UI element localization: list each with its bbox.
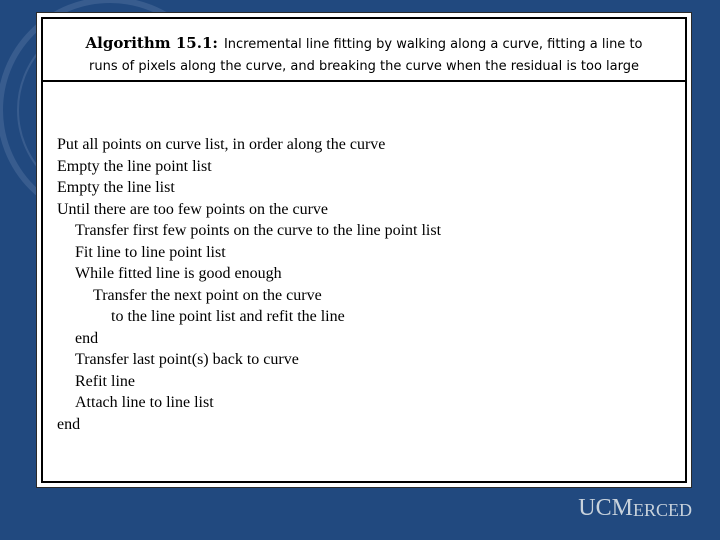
algorithm-step: While fitted line is good enough [75, 265, 282, 282]
algorithm-caption-line1: Incremental line fitting by walking along a curve, fitting a line to [223, 37, 643, 52]
logo-rest-text: ERCED [632, 500, 692, 520]
algorithm-step: to the line point list and refit the line [111, 308, 345, 325]
logo-m-text: M [611, 495, 633, 521]
ucmerced-logo [578, 496, 692, 520]
algorithm-step: end [75, 329, 99, 347]
algorithm-step: Fit line to line point list [75, 243, 226, 261]
algorithm-step: end [57, 415, 81, 433]
algorithm-step: Transfer the next point on the curve [93, 286, 322, 304]
algorithm-title: Algorithm 15.1: [85, 34, 218, 52]
algorithm-step: Empty the line list [57, 179, 175, 196]
algorithm-header [43, 19, 685, 82]
algorithm-step: Transfer last point(s) back to curve [75, 351, 299, 368]
algorithm-step: Put all points on curve list, in order along the curve [57, 136, 386, 153]
logo-uc-text: UC [578, 495, 612, 521]
algorithm-step: Until there are too few points on the curve [57, 200, 329, 218]
algorithm-step: Transfer first few points on the curve to the line point list [75, 222, 442, 239]
algorithm-step: Attach line to line list [75, 394, 214, 411]
algorithm-step: Refit line [75, 372, 135, 390]
algorithm-box [41, 17, 687, 483]
algorithm-step: Empty the line point list [57, 157, 212, 175]
algorithm-steps [43, 82, 685, 435]
algorithm-caption-line2: runs of pixels along the curve, and breaking the curve when the residual is too large [89, 59, 639, 74]
slide-frame [36, 12, 692, 488]
